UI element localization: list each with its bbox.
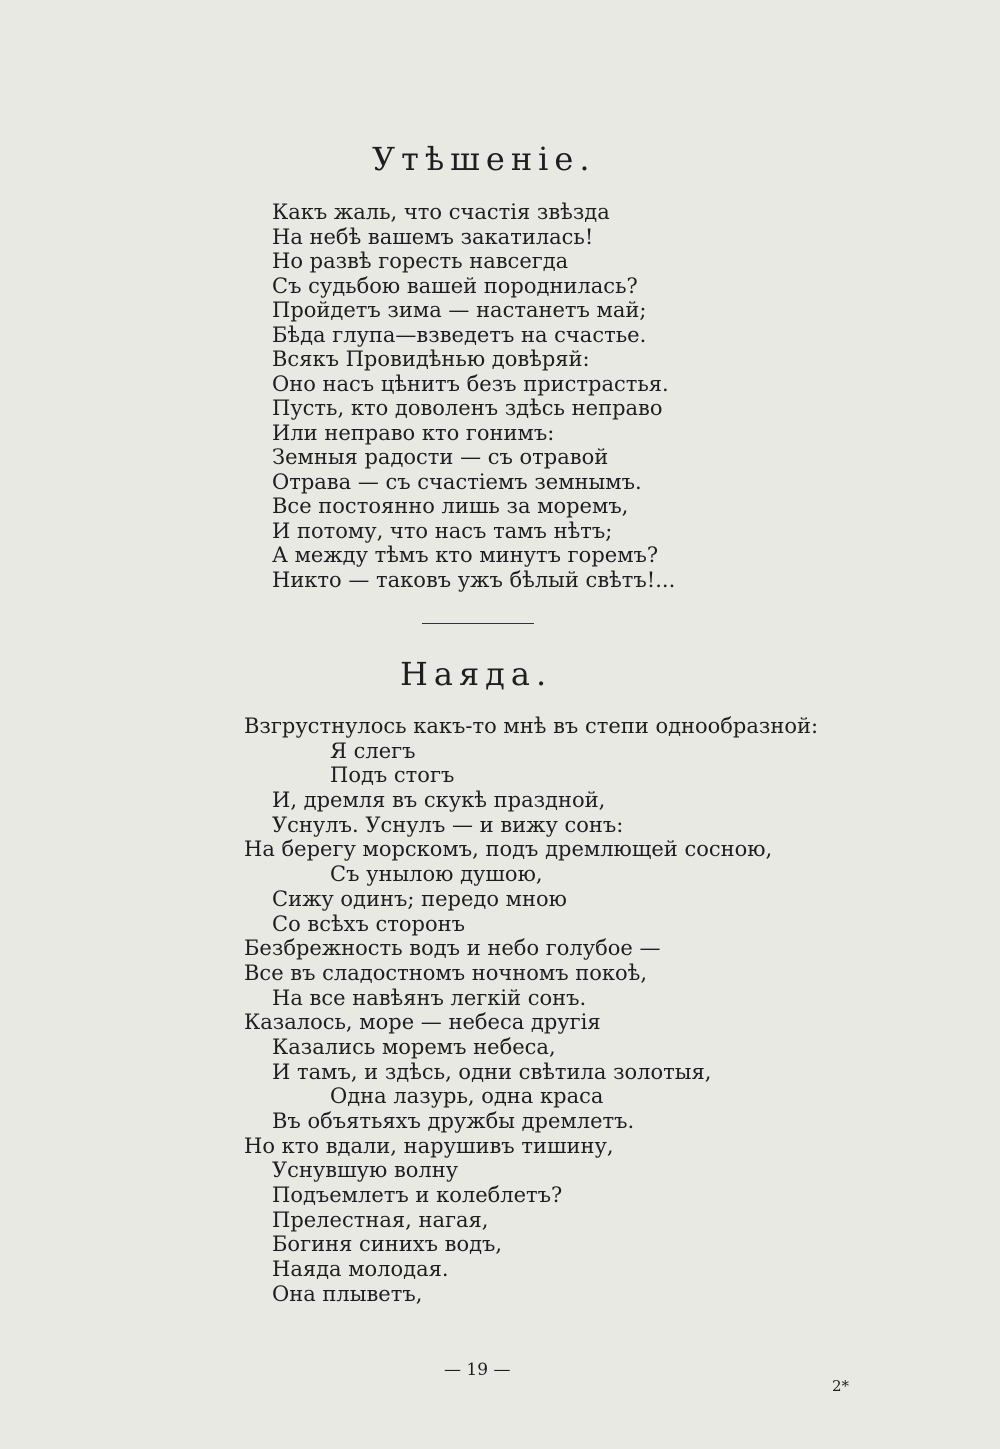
poem-line: Сижу одинъ; передо мною (272, 886, 567, 911)
section-divider (422, 623, 534, 624)
poem-consolation (0, 200, 1000, 592)
poem-line: А между тѣмъ кто минутъ горемъ? (272, 543, 659, 567)
poem-naiad (0, 714, 1000, 1307)
poem-line: Оно насъ цѣнитъ безъ пристрастья. (272, 371, 669, 396)
poem-line: Все постоянно лишь за моремъ, (272, 494, 629, 518)
poem-line: Все въ сладостномъ ночномъ покоѣ, (244, 960, 648, 985)
poem-line: На небѣ вашемъ закатилась! (272, 224, 594, 249)
poem-line: Бѣда глупа—взведетъ на счастье. (272, 322, 647, 347)
poem-line: Взгрустнулось какъ-то мнѣ въ степи однообразной: (244, 714, 819, 738)
poem-line: Съ судьбою вашей породнилась? (272, 273, 638, 298)
poem-line: Прелестная, нагая, (272, 1207, 489, 1232)
poem-line: Земныя радости — съ отравой (272, 445, 609, 469)
poem-line: Но развѣ горесть навсегда (272, 249, 569, 273)
poem-line: Казалось, море — небеса другія (244, 1010, 601, 1035)
poem-line: Уснувшую волну (272, 1158, 459, 1183)
poem-line: И тамъ, и здѣсь, одни свѣтила золотыя, (272, 1059, 712, 1084)
poem-line: Она плыветъ, (272, 1281, 423, 1306)
poem-line: И потому, что насъ тамъ нѣтъ; (272, 518, 613, 543)
poem-line: Пройдетъ зима — настанетъ май; (272, 298, 647, 322)
poem-line: Наяда молодая. (272, 1257, 449, 1282)
poem-line: Или неправо кто гонимъ: (272, 420, 555, 445)
poem-line: Подъемлетъ и колеблетъ? (272, 1183, 563, 1208)
poem-line: И, дремля въ скукѣ праздной, (272, 788, 606, 813)
page-number: — 19 — (444, 1360, 511, 1380)
poem-line: На берегу морскомъ, подъ дремлющей сосною, (244, 837, 773, 862)
poem-line: Я слегъ (330, 738, 416, 763)
poem-line: Съ унылою душою, (330, 862, 543, 887)
poem-line: Пусть, кто доволенъ здѣсь неправо (272, 396, 663, 420)
poem-line: Всякъ Провидѣнью довѣряй: (272, 347, 590, 371)
poem-line: Въ объятьяхъ дружбы дремлетъ. (272, 1109, 635, 1133)
poem-line: Но кто вдали, нарушивъ тишину, (244, 1133, 614, 1158)
poem-line: Подъ стогъ (330, 763, 455, 788)
poem-line: Со всѣхъ сторонъ (272, 911, 465, 936)
poem-line: Уснулъ. Уснулъ — и вижу сонъ: (272, 812, 624, 837)
poem-title-naiad: Наяда. (400, 655, 553, 693)
poem-line: Какъ жаль, что счастія звѣзда (272, 200, 610, 224)
poem-line: Безбрежность водъ и небо голубое — (244, 936, 661, 961)
poem-title-consolation: Утѣшеніе. (372, 140, 596, 178)
poem-line: Казались моремъ небеса, (272, 1034, 556, 1059)
poem-line: Никто — таковъ ужъ бѣлый свѣтъ!... (272, 567, 676, 592)
signature-mark: 2* (832, 1377, 850, 1395)
poem-line: Богиня синихъ водъ, (272, 1232, 503, 1257)
poem-line: На все навѣянъ легкій сонъ. (272, 985, 587, 1010)
poem-line: Одна лазурь, одна краса (330, 1084, 604, 1109)
poem-line: Отрава — съ счастіемъ земнымъ. (272, 469, 642, 494)
